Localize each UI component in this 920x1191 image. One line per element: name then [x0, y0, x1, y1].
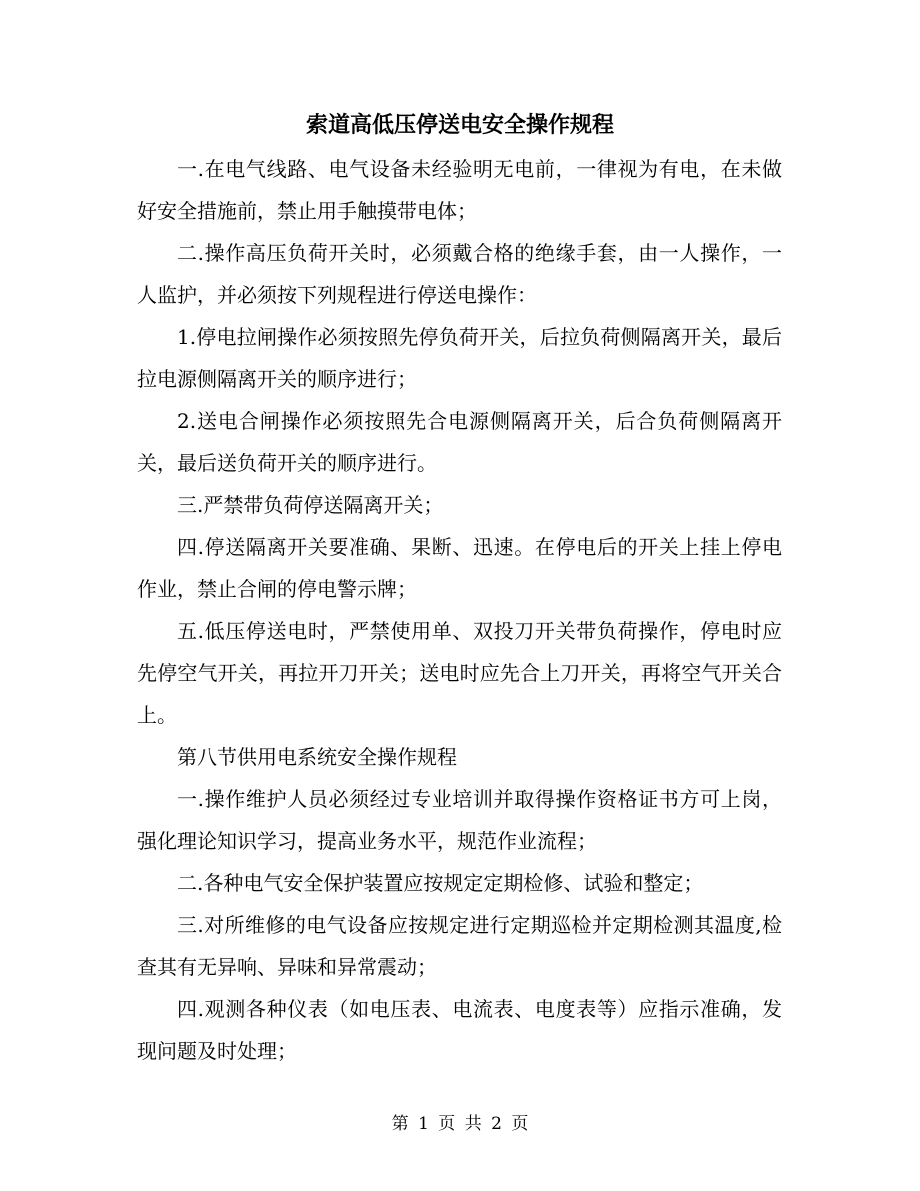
document-title: 索道高低压停送电安全操作规程: [305, 112, 614, 138]
page-number-footer: 第 1 页 共 2 页: [391, 1114, 529, 1134]
document-body: [137, 148, 782, 1072]
paragraph: 二.操作高压负荷开关时，必须戴合格的绝缘手套，由一人操作，一人监护，并必须按下列规程进行停送电操作：: [137, 241, 782, 307]
paragraph: 2.送电合闸操作必须按照先合电源侧隔离开关，后合负荷侧隔离开关，最后送负荷开关的顺序进行。: [137, 409, 782, 475]
section-heading: 第八节供用电系统安全操作规程: [177, 745, 457, 769]
paragraph: 一.在电气线路、电气设备未经验明无电前，一律视为有电，在未做好安全措施前，禁止用手触摸带电体；: [137, 157, 782, 223]
paragraph: 二.各种电气安全保护装置应按规定定期检修、试验和整定；: [177, 871, 704, 895]
paragraph: 三.对所维修的电气设备应按规定进行定期巡检并定期检测其温度,检查其有无异响、异味和异常震动；: [137, 913, 782, 979]
paragraph: 四.停送隔离开关要准确、果断、迅速。在停电后的开关上挂上停电作业，禁止合闸的停电警示牌；: [137, 535, 782, 601]
paragraph: 四.观测各种仪表（如电压表、电流表、电度表等）应指示准确，发现问题及时处理；: [137, 997, 782, 1063]
paragraph: 五.低压停送电时，严禁使用单、双投刀开关带负荷操作，停电时应先停空气开关，再拉开刀开关；送电时应先合上刀开关，再将空气开关合上。: [137, 619, 782, 727]
paragraph: 一.操作维护人员必须经过专业培训并取得操作资格证书方可上岗，强化理论知识学习，提高业务水平，规范作业流程；: [137, 787, 782, 853]
paragraph: 1.停电拉闸操作必须按照先停负荷开关，后拉负荷侧隔离开关，最后拉电源侧隔离开关的顺序进行；: [137, 325, 782, 391]
paragraph: 三.严禁带负荷停送隔离开关；: [177, 493, 444, 517]
